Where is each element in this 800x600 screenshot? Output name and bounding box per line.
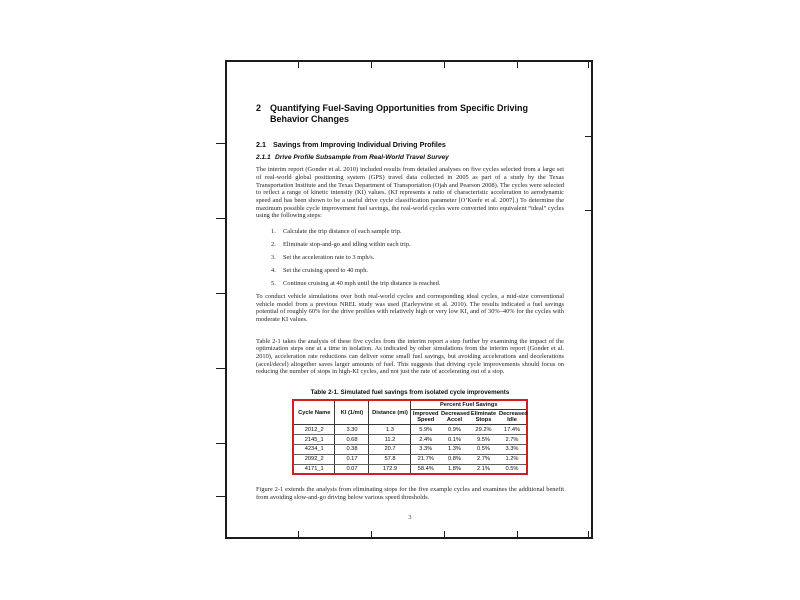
column-header-decreased-accel: Decreased Accel [440, 411, 470, 424]
ruler-tick [588, 531, 589, 537]
table-cell: 2.1% [477, 465, 490, 472]
ruler-tick [216, 293, 225, 294]
ruler-tick [585, 136, 591, 137]
table-row [293, 425, 527, 435]
list-item [271, 267, 564, 275]
list-item-text: Set the acceleration rate to 3 mph/s. [283, 253, 375, 261]
list-item-text: Set the cruising speed to 40 mph. [283, 266, 369, 274]
document-page [225, 60, 593, 539]
ruler-tick [298, 531, 299, 537]
list-item [271, 254, 564, 262]
subsection-number: 2.1 [256, 140, 266, 149]
subsection-heading [256, 141, 564, 149]
table-cell: 2.4% [411, 435, 440, 445]
table-row [293, 435, 527, 445]
subsubsection-heading [256, 154, 564, 161]
table-cell: 3.30 [335, 425, 369, 435]
ruler-tick [371, 531, 372, 537]
table-cell: 5.9% [411, 425, 440, 435]
body-paragraph: The interim report (Gonder et al. 2010) included results from detailed analyses on five cycles selected from a large set of real-world global positioning system (GPS) travel data collected in 2005 as part of a study by the Texas Transportation Institute and the Texas Department of Transportation (Ojah and Pearson 2008). The cycles were selected to reflect a range of kinetic intensity (KI) values. (KI represents a ratio of characteristic acceleration to aerodynamic speed and has been shown to be a useful drive cycle classification parameter [O’Keefe et al. 2007].) To determine the maximum possible cycle improvement fuel savings, the real-world cycles were converted into equivalent “ideal” cycles using the following steps: [256, 166, 564, 220]
body-paragraph: Table 2-1 takes the analysis of these five cycles from the interim report a step further by examining the impact of the optimization steps one at a time in isolation. As indicated by other simulations from the interim report (Gonder et al. 2010), acceleration rate reductions can deliver some small fuel savings, but avoiding accelerations and decelerations (accel/decel) altogether saves larger amounts of fuel. This suggests that driving cycle improvements should focus on reducing the number of stops in high-KI cycles, and not just the rate of accelerating out of a stop. [256, 337, 564, 376]
table-cell: 0.1% [440, 435, 469, 445]
table-cell: 0.07 [335, 464, 369, 474]
table-cell: 58.4% [417, 465, 434, 472]
column-header-distance: Distance (mi) [369, 400, 411, 425]
column-header-eliminate-stops: Eliminate Stops [470, 411, 497, 424]
table-cell: 172.9 [369, 464, 411, 474]
column-header-cycle: Cycle Name [293, 400, 335, 425]
column-header-ki: KI (1/mi) [335, 400, 369, 425]
table-cell: 4171_1 [293, 464, 335, 474]
figure-reference-paragraph: Figure 2-1 extends the analysis from eliminating stops for the five example cycles and examines the additional benefit from avoiding slow-and-go driving below various speed thresholds. [256, 486, 564, 501]
column-group-header: Percent Fuel Savings [411, 400, 527, 410]
ruler-tick [444, 531, 445, 537]
subsection-title: Savings from Improving Individual Driving Profiles [273, 140, 446, 149]
table-cell: 1.3% [440, 445, 469, 455]
table-cell: 17.4% [498, 425, 527, 435]
table-cell: 2.7% [469, 454, 498, 464]
list-item [271, 228, 564, 236]
ruler-tick [216, 143, 225, 144]
list-item [271, 280, 564, 288]
ruler-tick [588, 62, 589, 68]
table-cell: 0.8% [440, 454, 469, 464]
list-item-number: 3. [271, 253, 276, 261]
list-item-number: 2. [271, 240, 276, 248]
table-cell: 0.17 [335, 454, 369, 464]
ruler-tick [216, 443, 225, 444]
table-row [293, 464, 527, 474]
list-item-text: Eliminate stop-and-go and idling within each trip. [283, 240, 411, 248]
table-cell: 1.3 [369, 425, 411, 435]
table-cell: 29.2% [469, 425, 498, 435]
ruler-tick [517, 531, 518, 537]
column-header-decreased-idle: Decreased Idle [498, 411, 528, 424]
list-item-number: 5. [271, 279, 276, 287]
table-cell: 20.7 [369, 445, 411, 455]
table-cell: 0.5% [469, 445, 498, 455]
list-item-text: Calculate the trip distance of each sample trip. [283, 228, 402, 235]
table-cell: 2092_2 [293, 454, 335, 464]
table-cell: 1.8% [448, 465, 461, 472]
table-caption: Table 2-1. Simulated fuel savings from isolated cycle improvements [310, 388, 510, 396]
table-cell: 0.5% [505, 465, 519, 472]
table-cell: 0.38 [335, 445, 369, 455]
table-cell: 57.8 [369, 454, 411, 464]
table-cell: 21.7% [411, 454, 440, 464]
table-cell: 2145_1 [293, 435, 335, 445]
list-item [271, 241, 564, 249]
table-row [293, 445, 527, 455]
table-cell: 3.3% [411, 445, 440, 455]
table-cell: 1.2% [498, 454, 527, 464]
table-cell: 2.7% [498, 435, 527, 445]
section-number: 2 [256, 103, 262, 113]
table-cell: 0.68 [335, 435, 369, 445]
ruler-tick [216, 218, 225, 219]
ruler-tick [216, 368, 225, 369]
table-cell: 11.2 [369, 435, 411, 445]
section-heading [256, 103, 564, 124]
column-header-improved-speed: Improved Speed [412, 411, 439, 424]
page-number: 3 [408, 513, 412, 521]
table-cell: 2012_2 [293, 425, 335, 435]
table-cell: 0.9% [440, 425, 469, 435]
body-paragraph: To conduct vehicle simulations over both real-world cycles and corresponding ideal cycles, a mid-size conventional vehicle model from a previous NREL study was used (Earleywine et al. 2010). The results indicated a fuel savings potential of roughly 60% for the drive profiles with relatively high or very low KI, and of 30%–40% for the cycles with moderate KI values. [256, 292, 564, 323]
ruler-tick [585, 210, 591, 211]
subsubsection-number: 2.1.1 [256, 154, 271, 161]
table-cell: 4234_1 [293, 445, 335, 455]
table-cell: 9.5% [469, 435, 498, 445]
ruler-tick [216, 496, 225, 497]
subsubsection-title: Drive Profile Subsample from Real-World Travel Survey [275, 154, 449, 161]
page-content [256, 62, 564, 521]
list-item-number: 4. [271, 266, 276, 274]
section-title: Quantifying Fuel-Saving Opportunities from Specific Driving Behavior Changes [270, 103, 529, 124]
data-table [292, 399, 528, 476]
list-item-number: 1. [271, 228, 276, 235]
table-row [293, 454, 527, 464]
numbered-list [271, 228, 564, 288]
table-cell: 3.3% [498, 445, 527, 455]
list-item-text: Continue cruising at 40 mph until the trip distance is reached. [283, 279, 441, 287]
